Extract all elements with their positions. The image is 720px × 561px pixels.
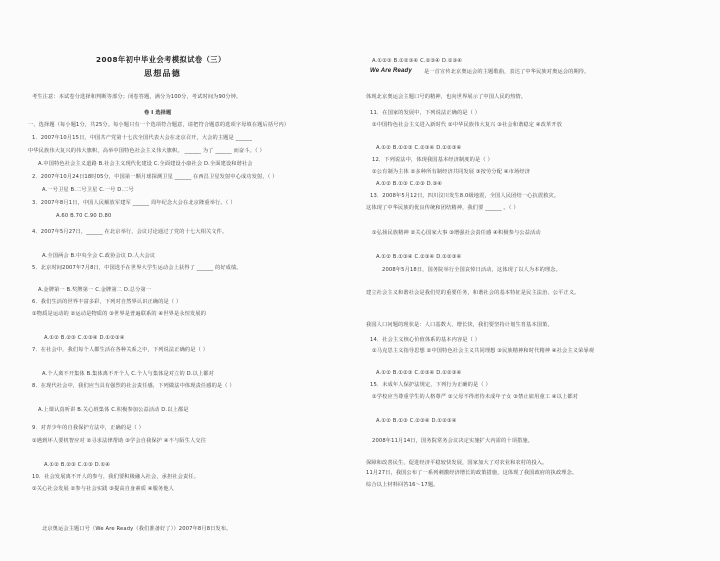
exam-footer: 北京奥运会主题口号（We Are Ready（我们准备好了））2007年8月8日发布。 <box>42 526 232 532</box>
question-line: ①遇到坏人要机智应对 ②寻求法律帮助 ③学会自我保护 ④不与陌生人交往 <box>32 438 207 444</box>
question-line: A.①② B.①③ C.②③④ D.①②③④ <box>376 418 457 424</box>
question-line: 一、选择题（每小题1分，共25分。每小题只有一个选项符合题意，请把符合题意的选项字母填在题后括号内） <box>28 122 290 128</box>
question-line: 1．2007年10月15日，中国共产党第十七次全国代表大会在北京召开，大会的主题是 ______ <box>32 135 253 141</box>
question-line: 3．2007年8月1日，中国人民解放军建军 ______ 周年纪念大会在北京隆重举行。（ ） <box>32 200 236 206</box>
question-line: 4．2007年5月27日，______ 在北京举行，会议讨论通过了党的十七大相关文件。 <box>32 229 228 235</box>
question-line: 2008年11月14日，国务院常务会议决定实施扩大内需的十项措施。 <box>372 438 534 444</box>
question-line: 13．2008年5月12日，四川汶川发生8.0级地震，全国人民团结一心抗震救灾。 <box>370 193 560 199</box>
question-line: A.60 B.70 C.90 D.80 <box>56 213 112 219</box>
exam-subtitle: 思想品德 <box>144 68 181 78</box>
question-line: ①关心社会发展 ②参与社会实践 ③提高自身素质 ④服务他人 <box>32 486 175 492</box>
question-line: 保障和改善民生，促进经济平稳较快发展，国家加大了对农业和农村的投入。 <box>366 460 548 466</box>
question-line: 这体现了中华民族的优良传统和团结精神，我们要 ______ 。（ ） <box>366 205 519 211</box>
we-are-ready-brand: We Are Ready <box>370 68 412 74</box>
question-line: 2．2007年10月24日18时05分，中国第一颗月球探测卫星 ______ 在西昌卫星发射中心成功发射。（ ） <box>32 174 278 180</box>
question-line: A.①② B.①③ C.②③ D.③④ <box>376 181 443 187</box>
question-line: A.全国两会 B.中央全会 C.政协会议 D.人大会议 <box>42 253 156 259</box>
question-line: A.①②③ B.①②③④ C.②③④ D.①③④ <box>372 58 463 64</box>
question-line: 中华民族伟大复兴的伟大旗帜，高举中国特色社会主义伟大旗帜。 ______ 为了 ______ 而奋斗。（ ） <box>28 148 265 154</box>
question-line: 2008年5月18日，国务院举行全国哀悼日活动，这体现了以人为本的理念。 <box>382 267 561 273</box>
question-line: 12．下列说法中，体现我国基本经济制度的是（ ） <box>372 157 493 163</box>
question-line: 我国人口问题的现状是：人口基数大、增长快，我们要坚持计划生育基本国策。 <box>366 322 553 328</box>
question-line: 11．在国家的发展中，下列说法正确的是（ ） <box>370 110 481 116</box>
question-line: A.①② B.①③④ C.②③④ D.①②③④ <box>376 254 462 260</box>
question-line: A.①② B.①②③ C.②③④ D.①②③④ <box>376 370 462 376</box>
question-line: 6．我们生活的世界丰富多彩，下列对自然界认识正确的是（ ） <box>32 299 182 305</box>
question-line: A.中国特色社会主义道路 B.社会主义现代化建设 C.全面建设小康社会 D.全面建设和谐社会 <box>38 161 253 167</box>
question-line: ①弘扬民族精神 ②关心国家大事 ③增强社会责任感 ④积极参与公益活动 <box>372 230 541 236</box>
question-line: A.一号卫星 B.二号卫星 C.一号 D.二号 <box>42 187 134 193</box>
question-line: A.上课认真听讲 B.关心班集体 C.积极参加公益活动 D.以上都是 <box>38 407 189 413</box>
question-line: 10．社会发展离不开人的参与，我们要积极融入社会，承担社会责任。 <box>32 474 200 480</box>
question-line: 5．北京时间2007年7月8日，中国选手在世界大学生运动会上获得了 ______ 的好成绩。 <box>32 265 242 271</box>
exam-notice: 考生注意：本试卷分选择和判断等部分；闭卷答题，满分为100分，考试时间为90分钟。 <box>32 94 242 100</box>
section-heading: 卷 I 选择题 <box>144 110 172 116</box>
question-line: A.①② B.②③ C.①③ D.①④ <box>44 462 111 468</box>
question-line: 11月27日，我国公布了一系列刺激经济增长的政策措施，这体现了我国政府的执政理念。 <box>366 470 578 476</box>
question-line: A.①② B.②③ C.①③④ D.①②③④ <box>44 335 125 341</box>
question-line: 14．社会主义核心价值体系的基本内容是（ ） <box>370 337 481 343</box>
question-line: 是一首宣传北京奥运会的主题歌曲，表达了中华民族对奥运会的期待。 <box>424 69 590 75</box>
question-line: ①学校应当尊重学生的人格尊严 ②父母不得虐待未成年子女 ③禁止雇用童工 ④以上都对 <box>372 394 579 400</box>
question-line: 8．在现代社会中，我们应当具有强烈的社会责任感，下列做法中体现责任感的是（ ） <box>32 383 235 389</box>
question-line: 7．在社会中，我们每个人都生活在各种关系之中，下列说法正确的是（ ） <box>32 347 209 353</box>
question-line: 体现北京奥运会主题口号的精神，也向世界展示了中国人民的热情。 <box>366 94 527 100</box>
question-line: A.金牌第一 B.奖牌第一 C.金牌第二 D.总分第一 <box>38 287 152 293</box>
question-line: ①物质是运动的 ②运动是物质的 ③世界是普遍联系的 ④世界是永恒发展的 <box>32 311 207 317</box>
question-line: ①公有制为主体 ②多种所有制经济共同发展 ③按劳分配 ④市场经济 <box>372 169 531 175</box>
question-line: A.①② B.①②③ C.②③④ D.①②③④ <box>376 145 462 151</box>
exam-title: 2008年初中毕业会考模拟试卷（三） <box>96 55 226 64</box>
question-line: 综合以上材料回答16～17题。 <box>366 482 439 488</box>
question-line: 9．对青少年的自我保护方法中，正确的是（ ） <box>32 425 144 431</box>
question-line: ①马克思主义指导思想 ②中国特色社会主义共同理想 ③民族精神和时代精神 ④社会主义荣辱观 <box>372 348 595 354</box>
question-line: 建立社会主义和谐社会是我们党的重要任务，和谐社会的基本特征是民主法治、公平正义。 <box>366 290 580 296</box>
question-line: A.个人离不开集体 B.集体离不开个人 C.个人与集体是对立的 D.以上都对 <box>42 371 214 377</box>
question-line: ①中国特色社会主义进入新时代 ②中华民族伟大复兴 ③社会和谐稳定 ④改革开放 <box>372 122 563 128</box>
right-column <box>362 0 720 561</box>
left-column <box>0 0 358 561</box>
question-line: 15．未成年人保护法规定，下列行为正确的是（ ） <box>370 382 491 388</box>
